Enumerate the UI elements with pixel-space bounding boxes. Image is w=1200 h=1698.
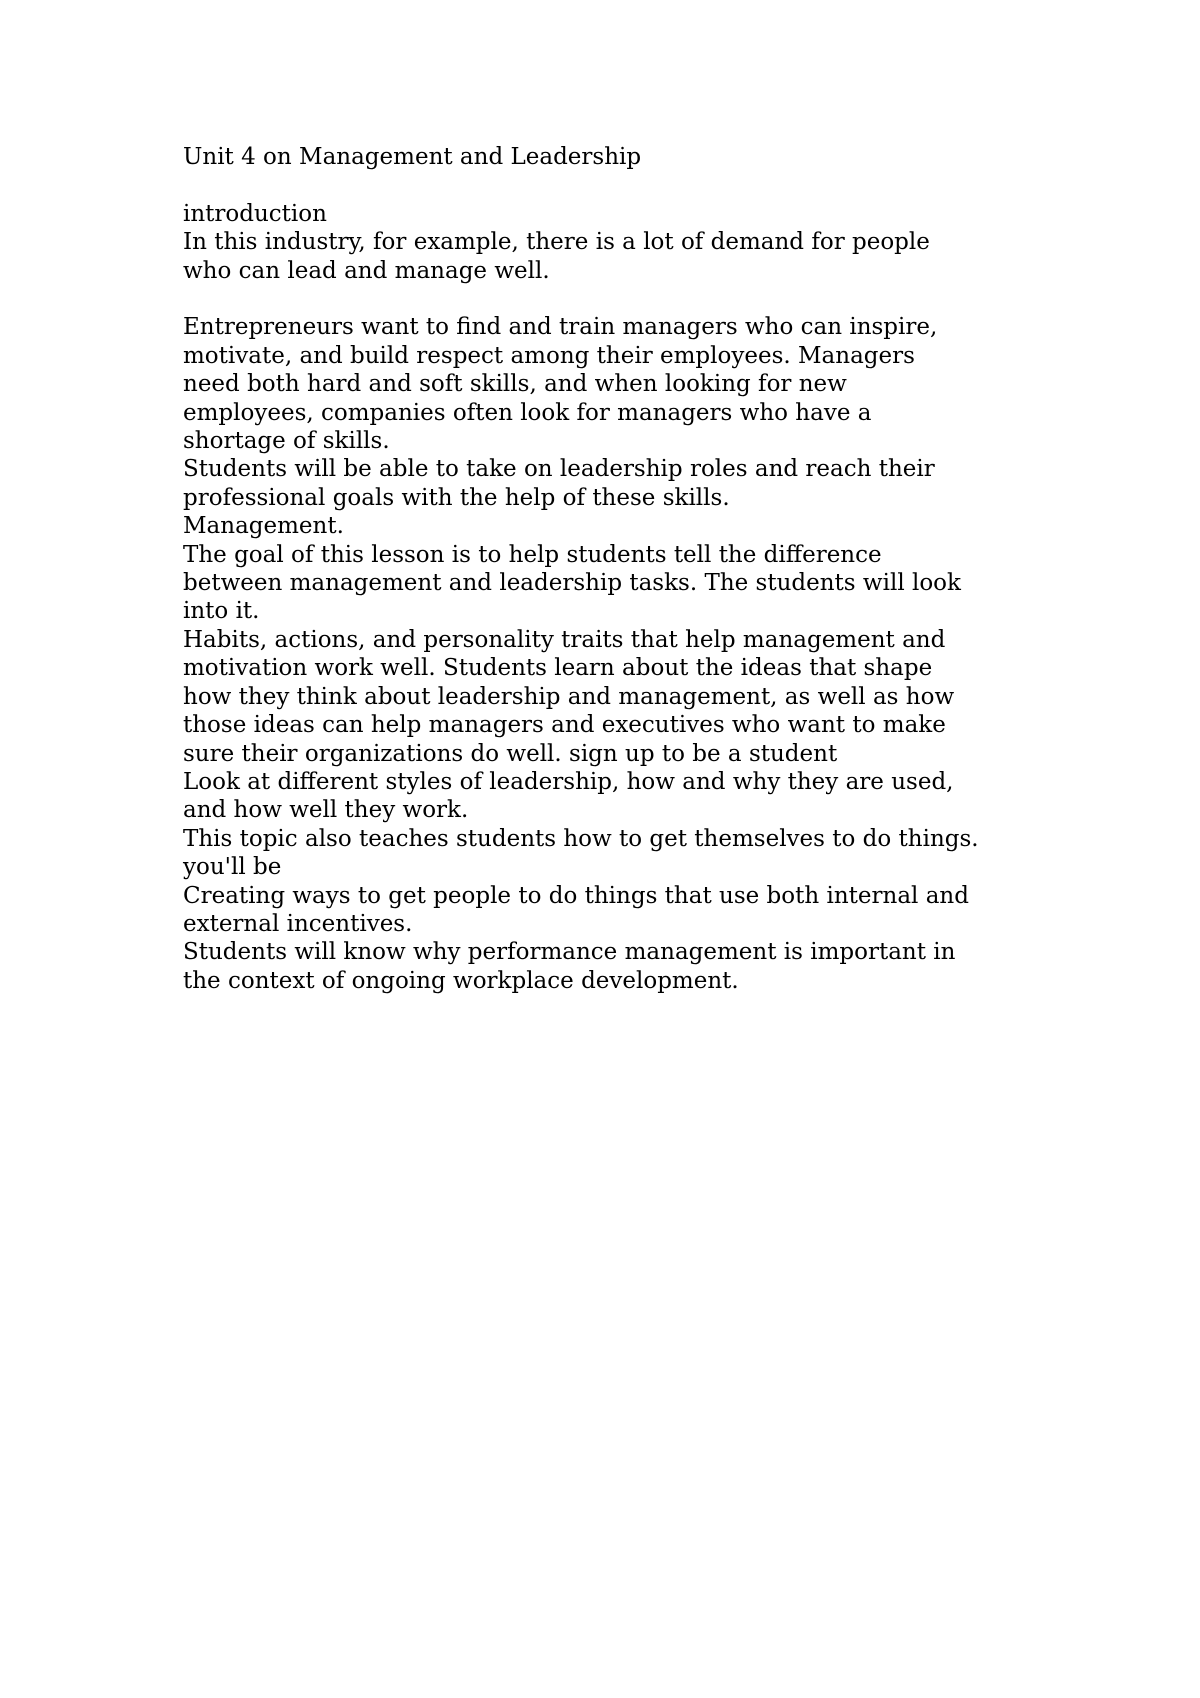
- text-line: need both hard and soft skills, and when looking for new: [183, 371, 847, 398]
- intro-heading: introduction: [183, 200, 327, 227]
- text-line: Habits, actions, and personality traits that help management and: [183, 626, 946, 653]
- document-body: [183, 143, 1063, 995]
- text-line: between management and leadership tasks. The students will look: [183, 570, 961, 597]
- text-line: and how well they work.: [183, 797, 469, 824]
- text-line: motivate, and build respect among their employees. Managers: [183, 342, 915, 369]
- text-line: those ideas can help managers and executives who want to make: [183, 712, 946, 739]
- text-line: the context of ongoing workplace development.: [183, 967, 739, 994]
- text-line: Look at different styles of leadership, how and why they are used,: [183, 768, 954, 795]
- text-line: The goal of this lesson is to help students tell the difference: [183, 541, 882, 568]
- text-line: Management.: [183, 513, 344, 540]
- text-line: In this industry, for example, there is a lot of demand for people: [183, 229, 930, 256]
- text-line: shortage of skills.: [183, 428, 390, 455]
- text-line: external incentives.: [183, 910, 413, 937]
- text-line: who can lead and manage well.: [183, 257, 550, 284]
- text-line: Students will know why performance management is important in: [183, 939, 956, 966]
- text-line: This topic also teaches students how to get themselves to do things.: [183, 825, 979, 852]
- text-line: you'll be: [183, 854, 282, 881]
- text-line: sure their organizations do well. sign up to be a student: [183, 740, 838, 767]
- text-line: Students will be able to take on leadership roles and reach their: [183, 456, 935, 483]
- text-line: employees, companies often look for managers who have a: [183, 399, 872, 426]
- text-line: Creating ways to get people to do things that use both internal and: [183, 882, 969, 909]
- paragraph-spacer: [183, 285, 1063, 313]
- text-line: Entrepreneurs want to find and train managers who can inspire,: [183, 314, 938, 341]
- text-line: how they think about leadership and management, as well as how: [183, 683, 955, 710]
- text-line: into it.: [183, 598, 260, 625]
- paragraph-2: [183, 313, 1063, 995]
- text-line: professional goals with the help of these skills.: [183, 484, 730, 511]
- document-title: Unit 4 on Management and Leadership: [183, 144, 642, 170]
- text-line: motivation work well. Students learn about the ideas that shape: [183, 655, 933, 682]
- paragraph-1: [183, 228, 1063, 285]
